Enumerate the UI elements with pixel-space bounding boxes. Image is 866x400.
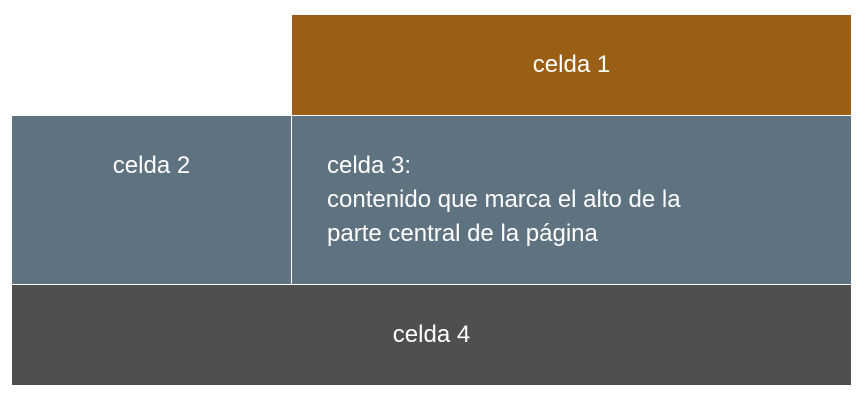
cell-3	[292, 116, 851, 284]
cell-1	[292, 15, 851, 115]
cell-2	[12, 116, 291, 284]
cell-4	[12, 285, 851, 385]
cell-3-line-1: celda 3:	[327, 152, 412, 179]
cell-4-label: celda 4	[392, 321, 471, 348]
cell-3-line-3: parte central de la página	[327, 220, 598, 247]
cell-1-label: celda 1	[532, 51, 611, 78]
cell-2-label: celda 2	[112, 152, 191, 179]
cell-3-line-2: contenido que marca el alto de la	[327, 186, 681, 213]
